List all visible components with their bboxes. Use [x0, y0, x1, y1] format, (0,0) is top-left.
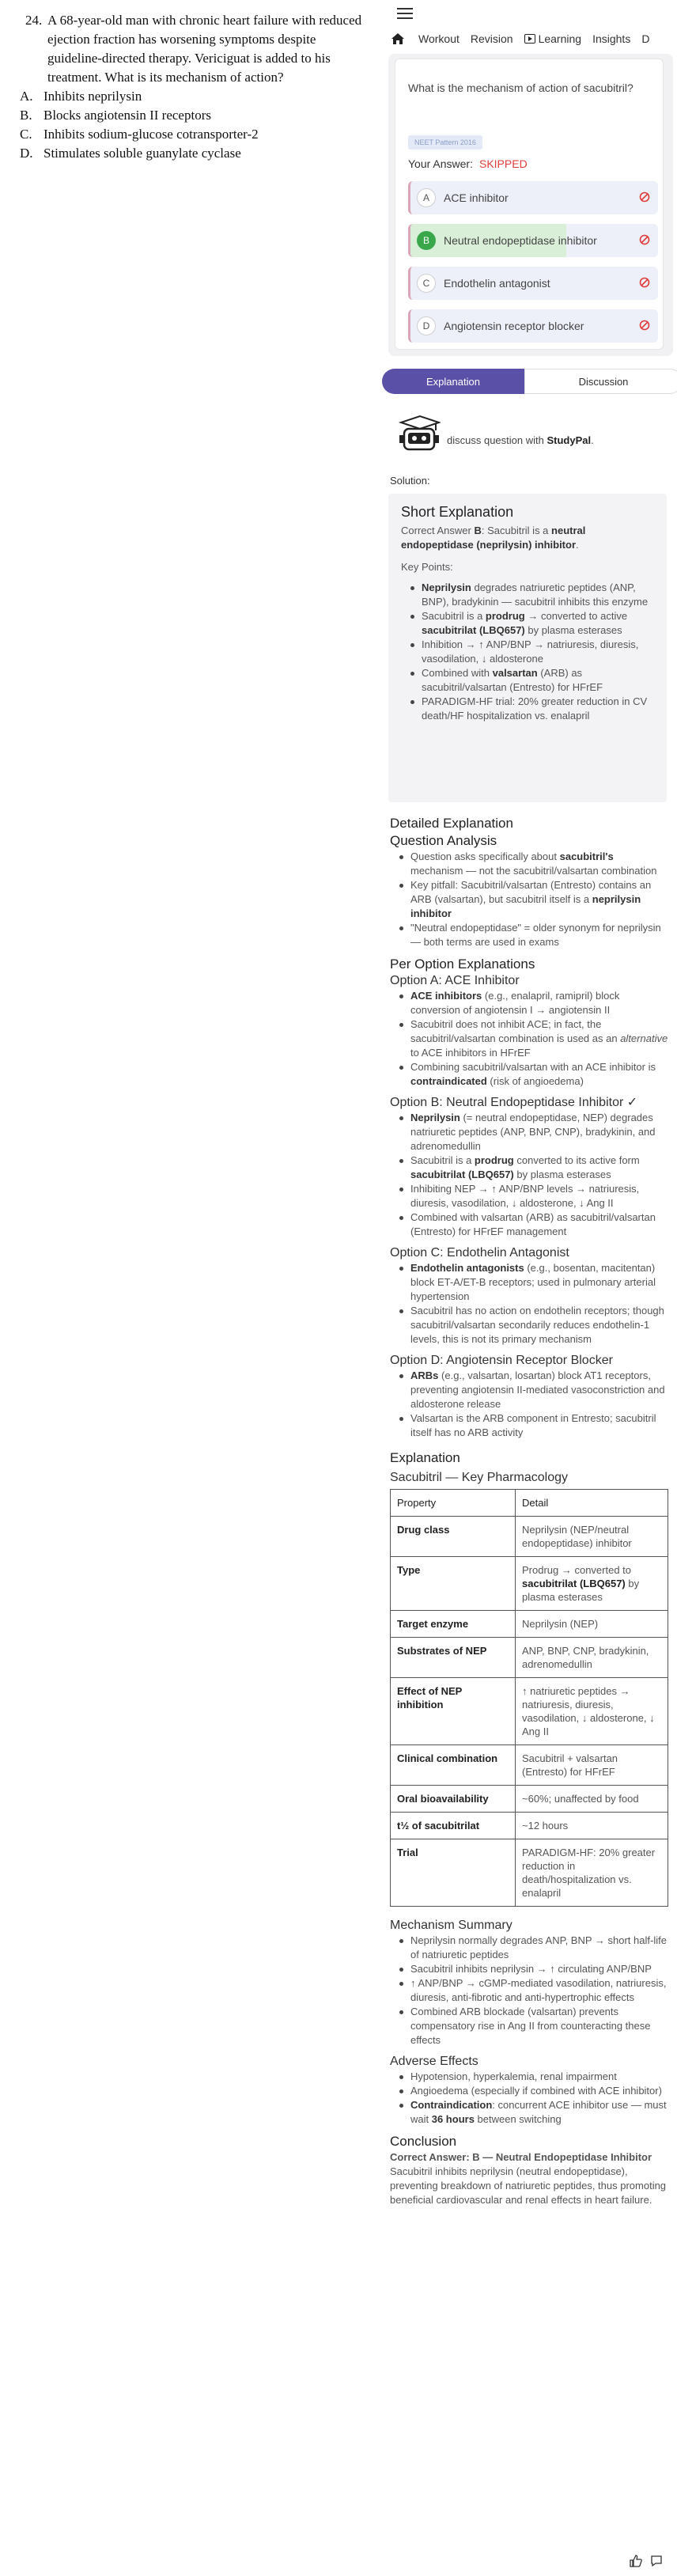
answer-option-d[interactable] [408, 309, 658, 343]
table-row [391, 1839, 668, 1907]
list-item: ACE inhibitors (e.g., enalapril, ramipril) block conversion of angiotensin I → angiotensin II [390, 989, 668, 1017]
list-item: Sacubitril has no action on endothelin receptors; though sacubitril/valsartan secondarily reduces endothelin-1 levels, this is not its primary mechanism [390, 1304, 668, 1347]
explanation-title: Explanation [390, 1450, 460, 1465]
table-row [391, 1745, 668, 1786]
option-d-title: Option D: Angiotensin Receptor Blocker [390, 1354, 613, 1367]
opt-b-list [390, 1111, 668, 1239]
list-item: Endothelin antagonists (e.g., bosentan, macitentan) block ET-A/ET-B receptors; used in pulmonary arterial hypertension [390, 1261, 668, 1304]
conclusion-body: Sacubitril inhibits neprilysin (neutral endopeptidase), preventing breakdown of natriuretic peptides, thus promoting beneficial cardiovascular and renal effects in heart failure. [390, 2165, 667, 2206]
question-card-inner [395, 59, 664, 350]
answer-letter-badge: D [417, 316, 436, 335]
answer-text: Angiotensin receptor blocker [444, 320, 584, 332]
list-item: ARBs (e.g., valsartan, losartan) block AT1 receptors, preventing angiotensin II-mediated vasoconstriction and aldosterone release [390, 1369, 668, 1411]
list-item: Contraindication: concurrent ACE inhibitor use — must wait 36 hours between switching [390, 2098, 668, 2127]
nav-learning[interactable] [524, 32, 582, 45]
ca-bold: neutral endopeptidase (neprilysin) inhibitor [401, 525, 586, 551]
thumbs-up-icon[interactable] [629, 2554, 643, 2568]
solution-label: Solution: [390, 475, 430, 487]
studypal-suffix: . [591, 434, 594, 446]
table-cell-detail: ~60%; unaffected by food [516, 1786, 668, 1813]
robot-graduate-icon [396, 415, 441, 453]
list-item: Neprilysin degrades natriuretic peptides (ANP, BNP), bradykinin — sacubitril inhibits this enzyme [401, 581, 654, 609]
detail-pre: Prodrug → converted to [522, 1564, 632, 1576]
table-cell-property: Drug class [391, 1517, 516, 1557]
table-cell-detail [516, 1557, 668, 1611]
ca-mid: : Sacubitril is a [481, 525, 552, 536]
option-letter: A. [20, 89, 33, 104]
option-c-title: Option C: Endothelin Antagonist [390, 1246, 569, 1260]
table-cell-detail: ANP, BNP, CNP, bradykinin, adrenomedullin [516, 1638, 668, 1678]
studypal-prefix: discuss question with [447, 434, 547, 446]
your-answer-value: SKIPPED [478, 157, 528, 170]
key-points-label: Key Points: [401, 561, 453, 573]
table-row [391, 1786, 668, 1813]
ca-end: . [576, 539, 579, 551]
option-a[interactable] [20, 87, 369, 106]
table-header-row [391, 1490, 668, 1517]
list-item: Question asks specifically about sacubitril's mechanism — not the sacubitril/valsartan combination [390, 850, 668, 878]
list-item: Sacubitril inhibits neprilysin → ↑ circulating ANP/BNP [390, 1962, 668, 1976]
adverse-list [390, 2070, 668, 2127]
feedback-row [629, 2554, 676, 2570]
option-text: Inhibits sodium-glucose cotransporter-2 [43, 127, 259, 142]
answer-text: Neutral endopeptidase inhibitor [444, 234, 597, 247]
answer-letter-badge: B [417, 231, 436, 250]
comment-icon[interactable] [649, 2554, 664, 2568]
top-nav [388, 27, 677, 51]
answer-option-a[interactable] [408, 181, 658, 214]
opt-a-list [390, 989, 668, 1089]
ca-letter: B [474, 525, 482, 536]
option-b[interactable] [20, 106, 369, 125]
not-selected-icon [639, 191, 650, 203]
table-header: Detail [516, 1490, 668, 1517]
table-cell-detail: Neprilysin (NEP) [516, 1611, 668, 1638]
option-letter: D. [20, 146, 33, 161]
mechanism-title: Mechanism Summary [390, 1919, 512, 1932]
home-icon[interactable] [388, 32, 407, 46]
list-item: Sacubitril is a prodrug → converted to active sacubitrilat (LBQ657) by plasma esterases [401, 609, 654, 638]
table-row [391, 1638, 668, 1678]
mech-list [390, 1934, 668, 2048]
question-number: 24. [25, 13, 43, 28]
nav-insights[interactable]: Insights [592, 32, 631, 45]
explanation-tabs [382, 369, 677, 394]
table-row [391, 1517, 668, 1557]
table-cell-property: Trial [391, 1839, 516, 1907]
ca-prefix: Correct Answer [401, 525, 475, 536]
correct-answer-line [401, 524, 654, 552]
option-letter: B. [20, 108, 32, 123]
option-c[interactable] [20, 125, 369, 144]
table-cell-property: Effect of NEP inhibition [391, 1678, 516, 1745]
table-title: Sacubitril — Key Pharmacology [390, 1471, 568, 1484]
table-cell-detail: PARADIGM-HF: 20% greater reduction in death/hospitalization vs. enalapril [516, 1839, 668, 1907]
table-cell-detail: Neprilysin (NEP/neutral endopeptidase) inhibitor [516, 1517, 668, 1557]
answer-text: ACE inhibitor [444, 191, 509, 204]
your-answer-label: Your Answer: [408, 157, 473, 170]
opt-c-list [390, 1261, 668, 1347]
hamburger-menu-icon[interactable] [397, 8, 413, 21]
detail-post: by plasma esterases [522, 1578, 640, 1603]
table-header: Property [391, 1490, 516, 1517]
studypal-text [447, 434, 594, 446]
answer-letter-badge: C [417, 274, 436, 293]
list-item: Combined ARB blockade (valsartan) prevents compensatory rise in Ang II from counteracting these effects [390, 2005, 668, 2048]
question-text: A 68-year-old man with chronic heart failure with reduced ejection fraction has worsening symptoms despite guideline-directed therapy. Vericiguat is added to his treatment. What is its mechanism of action? [47, 13, 362, 85]
conclusion-text [390, 2150, 668, 2207]
conclusion-bold: Correct Answer: B — Neutral Endopeptidase Inhibitor [390, 2151, 652, 2163]
not-selected-icon [639, 234, 650, 245]
nav-more[interactable]: D [641, 32, 650, 45]
table-cell-property: Clinical combination [391, 1745, 516, 1786]
table-cell-detail: Sacubitril + valsartan (Entresto) for HFrEF [516, 1745, 668, 1786]
app-panel [382, 0, 677, 2576]
list-item: Inhibition → ↑ ANP/BNP → natriuresis, diuresis, vasodilation, ↓ aldosterone [401, 638, 654, 666]
list-item: Combined with valsartan (ARB) as sacubitril/valsartan (Entresto) for HFrEF management [390, 1210, 668, 1239]
nav-revision[interactable]: Revision [470, 32, 513, 45]
detailed-explanation [390, 815, 668, 2207]
option-text: Blocks angiotensin II receptors [43, 108, 211, 123]
question-card [388, 54, 673, 356]
conclusion-title: Conclusion [390, 2134, 457, 2149]
option-a-title: Option A: ACE Inhibitor [390, 974, 520, 987]
qa-list [390, 850, 668, 949]
short-explanation-title: Short Explanation [401, 504, 514, 520]
tab-explanation[interactable]: Explanation [382, 369, 524, 394]
tab-discussion[interactable]: Discussion [524, 369, 677, 394]
table-cell-property: t½ of sacubitrilat [391, 1813, 516, 1839]
card-question: What is the mechanism of action of sacubitril? [408, 81, 634, 94]
answer-text: Endothelin antagonist [444, 277, 550, 290]
table-row [391, 1611, 668, 1638]
list-item: Combining sacubitril/valsartan with an ACE inhibitor is contraindicated (risk of angioedema) [390, 1060, 668, 1089]
list-item: Inhibiting NEP → ↑ ANP/BNP levels → natriuresis, diuresis, vasodilation, ↓ aldosterone, ↓ Ang II [390, 1182, 668, 1210]
nav-learning-label: Learning [538, 32, 582, 45]
table-cell-detail: ↑ natriuretic peptides → natriuresis, diuresis, vasodilation, ↓ aldosterone, ↓ Ang II [516, 1678, 668, 1745]
table-row [391, 1678, 668, 1745]
studypal-brand: StudyPal [547, 434, 592, 446]
table-cell-property: Oral bioavailability [391, 1786, 516, 1813]
detailed-title: Detailed Explanation [390, 816, 513, 831]
list-item: Valsartan is the ARB component in Entresto; sacubitril itself has no ARB activity [390, 1411, 668, 1440]
short-explanation-box [388, 494, 667, 802]
table-cell-property: Substrates of NEP [391, 1638, 516, 1678]
list-item: Neprilysin normally degrades ANP, BNP → short half-life of natriuretic peptides [390, 1934, 668, 1962]
adverse-title: Adverse Effects [390, 2055, 478, 2068]
option-text: Inhibits neprilysin [43, 89, 142, 104]
key-points-list [401, 581, 654, 723]
table-cell-property: Type [391, 1557, 516, 1611]
list-item: Neprilysin (= neutral endopeptidase, NEP) degrades natriuretic peptides (ANP, BNP, CNP), bradykinin, and adrenomedullin [390, 1111, 668, 1154]
option-b-title: Option B: Neutral Endopeptidase Inhibitor ✓ [390, 1096, 638, 1109]
studypal-row[interactable] [396, 413, 634, 453]
table-cell-detail: ~12 hours [516, 1813, 668, 1839]
detail-bold: sacubitrilat (LBQ657) [522, 1578, 626, 1589]
answer-option-c[interactable] [408, 267, 658, 300]
table-row [391, 1813, 668, 1839]
list-item: PARADIGM-HF trial: 20% greater reduction in CV death/HF hospitalization vs. enalapril [401, 695, 654, 723]
question-analysis-title: Question Analysis [390, 833, 497, 848]
opt-d-list [390, 1369, 668, 1440]
not-selected-icon [639, 277, 650, 288]
per-option-title: Per Option Explanations [390, 957, 535, 972]
option-letter: C. [20, 127, 32, 142]
play-icon [524, 34, 535, 44]
pharmacology-table [390, 1489, 668, 1907]
list-item: Combined with valsartan (ARB) as sacubitril/valsartan (Entresto) for HFrEF [401, 666, 654, 695]
list-item: Angioedema (especially if combined with ACE inhibitor) [390, 2084, 668, 2098]
option-text: Stimulates soluble guanylate cyclase [43, 146, 241, 161]
table-cell-property: Target enzyme [391, 1611, 516, 1638]
your-answer [408, 157, 528, 170]
not-selected-icon [639, 320, 650, 331]
list-item: Key pitfall: Sacubitril/valsartan (Entresto) contains an ARB (valsartan), but sacubitril itself is a neprilysin inhibitor [390, 878, 668, 921]
answer-option-b[interactable] [408, 224, 658, 257]
table-row [391, 1557, 668, 1611]
question-stem [27, 11, 369, 87]
list-item: Sacubitril is a prodrug converted to its active form sacubitrilat (LBQ657) by plasma esterases [390, 1154, 668, 1182]
list-item: "Neutral endopeptidase" = older synonym for neprilysin — both terms are used in exams [390, 921, 668, 949]
nav-workout[interactable]: Workout [418, 32, 460, 45]
list-item: ↑ ANP/BNP → cGMP-mediated vasodilation, natriuresis, diuresis, anti-fibrotic and anti-hypertrophic effects [390, 1976, 668, 2005]
exam-tag: NEET Pattern 2016 [408, 135, 482, 150]
list-item: Hypotension, hyperkalemia, renal impairment [390, 2070, 668, 2084]
answer-letter-badge: A [417, 188, 436, 207]
list-item: Sacubitril does not inhibit ACE; in fact, the sacubitril/valsartan combination is used as an alternative to ACE inhibitors in HFrEF [390, 1017, 668, 1060]
option-d[interactable] [20, 144, 369, 163]
